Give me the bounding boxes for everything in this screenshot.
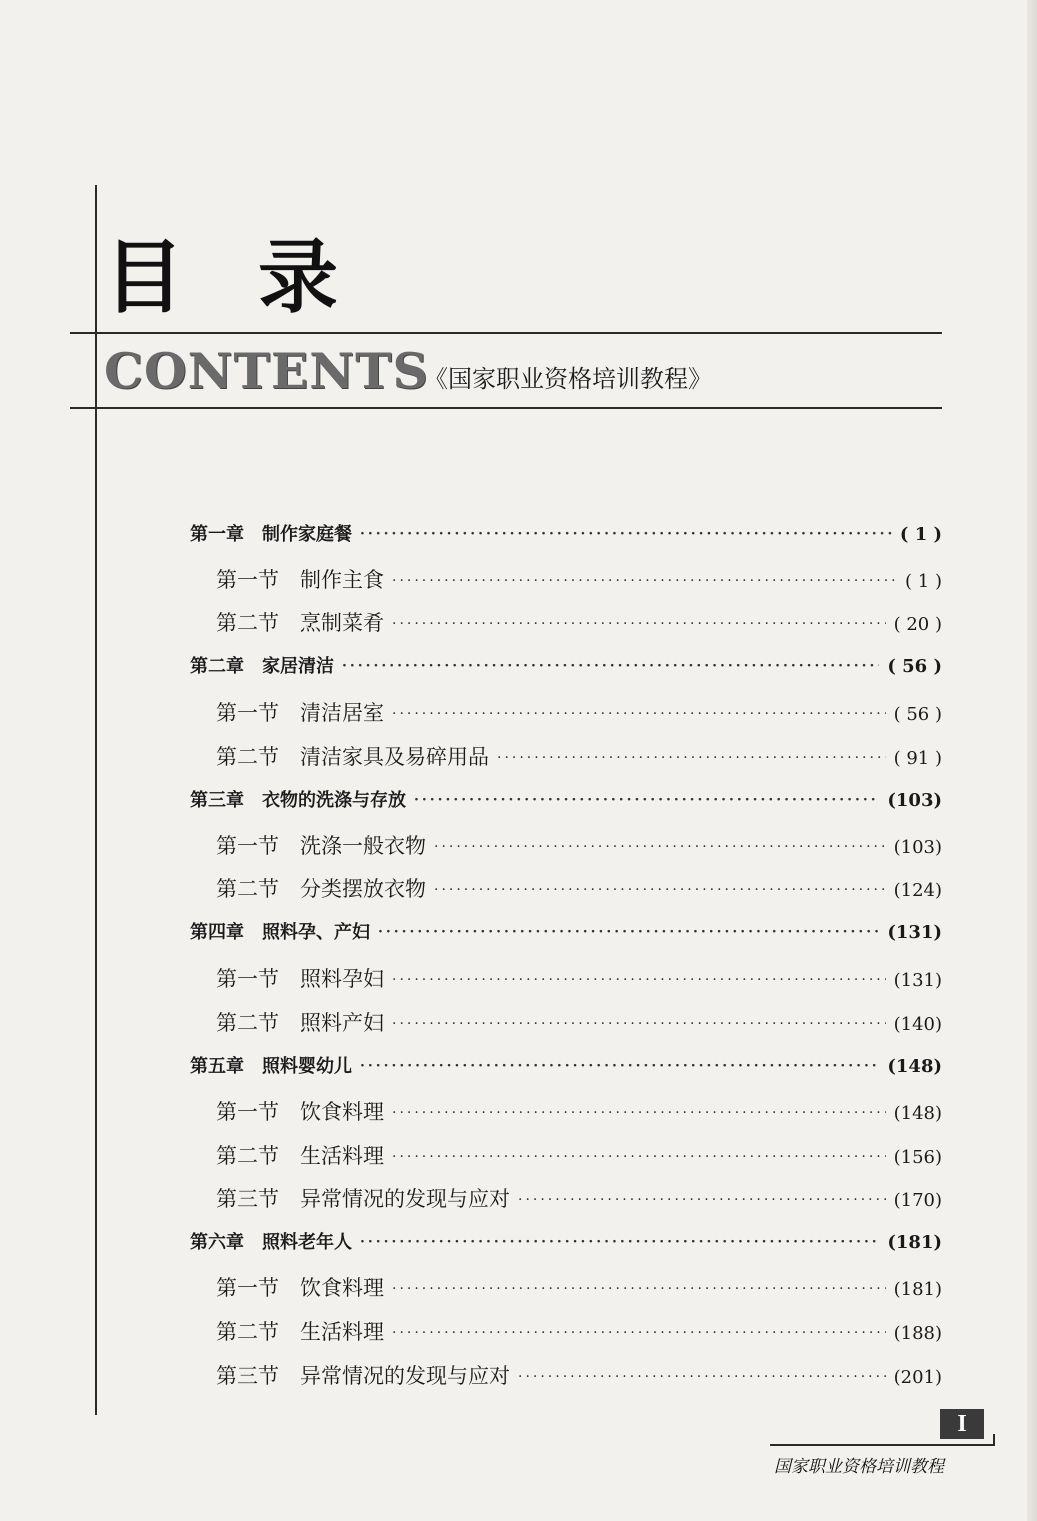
toc-section-row xyxy=(216,564,942,594)
toc-section-row xyxy=(216,1096,942,1126)
toc-section-row xyxy=(216,1183,942,1213)
toc-leader-dots xyxy=(392,972,886,988)
toc-leader-dots xyxy=(392,706,886,722)
toc-leader-dots xyxy=(392,616,886,632)
toc-section-label: 第二节 生活料理 xyxy=(216,1144,384,1168)
toc-page-number: ( 1 ) xyxy=(899,524,942,545)
footer-book-title: 国家职业资格培训教程 xyxy=(774,1457,944,1477)
toc-chapter-row xyxy=(190,652,942,678)
toc-chapter-label: 第二章 家居清洁 xyxy=(190,656,334,677)
toc-leader-dots xyxy=(360,1234,879,1250)
page-edge-shadow xyxy=(1027,0,1037,1521)
toc-leader-dots xyxy=(378,924,879,940)
toc-page-number: (156) xyxy=(893,1147,942,1168)
toc-chapter-label: 第一章 制作家庭餐 xyxy=(190,524,352,545)
header-bottom-rule xyxy=(70,407,942,409)
toc-section-label: 第三节 异常情况的发现与应对 xyxy=(216,1364,510,1388)
toc-section-label: 第一节 制作主食 xyxy=(216,568,384,592)
toc-page-number: (140) xyxy=(893,1014,942,1035)
contents-heading: CONTENTS xyxy=(104,342,429,400)
toc-section-label: 第二节 分类摆放衣物 xyxy=(216,877,426,901)
toc-section-row xyxy=(216,830,942,860)
toc-section-row xyxy=(216,1316,942,1346)
toc-section-row xyxy=(216,741,942,771)
toc-page-number: (131) xyxy=(887,922,942,943)
footer-rule xyxy=(770,1444,995,1446)
toc-section-label: 第三节 异常情况的发现与应对 xyxy=(216,1187,510,1211)
toc-page-number: (148) xyxy=(893,1103,942,1124)
toc-leader-dots xyxy=(414,792,879,808)
toc-page-number: (131) xyxy=(893,970,942,991)
toc-section-label: 第二节 清洁家具及易碎用品 xyxy=(216,745,489,769)
toc-section-label: 第一节 洗涤一般衣物 xyxy=(216,834,426,858)
toc-section-row xyxy=(216,607,942,637)
toc-page-number: (181) xyxy=(887,1232,942,1253)
toc-section-row xyxy=(216,1140,942,1170)
page-title-char-1: 目 xyxy=(104,231,184,324)
footer-rule-tick xyxy=(993,1434,995,1446)
left-vertical-rule xyxy=(95,185,97,1415)
toc-leader-dots xyxy=(392,1016,886,1032)
toc-chapter-label: 第四章 照料孕、产妇 xyxy=(190,922,370,943)
toc-page-number: (103) xyxy=(887,790,942,811)
toc-section-label: 第一节 饮食料理 xyxy=(216,1100,384,1124)
toc-page-number: ( 56 ) xyxy=(893,704,942,725)
toc-page-number: (103) xyxy=(893,837,942,858)
toc-page-number: (124) xyxy=(893,880,942,901)
toc-chapter-label: 第五章 照料婴幼儿 xyxy=(190,1056,352,1077)
toc-leader-dots xyxy=(518,1192,886,1208)
toc-section-row xyxy=(216,1272,942,1302)
toc-leader-dots xyxy=(497,750,886,766)
toc-chapter-row xyxy=(190,1228,942,1254)
toc-page-number: ( 91 ) xyxy=(893,748,942,769)
toc-chapter-label: 第三章 衣物的洗涤与存放 xyxy=(190,790,406,811)
toc-page-number: (170) xyxy=(893,1190,942,1211)
toc-chapter-row xyxy=(190,786,942,812)
toc-section-row xyxy=(216,697,942,727)
toc-section-label: 第一节 饮食料理 xyxy=(216,1276,384,1300)
toc-leader-dots xyxy=(392,573,897,589)
toc-leader-dots xyxy=(434,882,886,898)
toc-page-number: (201) xyxy=(893,1367,942,1388)
toc-section-label: 第一节 照料孕妇 xyxy=(216,967,384,991)
toc-section-label: 第二节 生活料理 xyxy=(216,1320,384,1344)
toc-leader-dots xyxy=(392,1325,886,1341)
toc-leader-dots xyxy=(434,839,886,855)
toc-page-number: ( 56 ) xyxy=(887,656,942,677)
toc-page-number: (181) xyxy=(893,1279,942,1300)
page-number-badge: I xyxy=(940,1409,984,1439)
toc-chapter-row xyxy=(190,520,942,546)
toc-section-label: 第二节 烹制菜肴 xyxy=(216,611,384,635)
toc-leader-dots xyxy=(392,1281,886,1297)
toc-leader-dots xyxy=(360,1058,879,1074)
toc-chapter-row xyxy=(190,918,942,944)
toc-section-label: 第二节 照料产妇 xyxy=(216,1011,384,1035)
toc-leader-dots xyxy=(360,526,892,542)
toc-section-label: 第一节 清洁居室 xyxy=(216,701,384,725)
toc-page-number: ( 20 ) xyxy=(893,614,942,635)
toc-chapter-row xyxy=(190,1052,942,1078)
toc-leader-dots xyxy=(518,1369,886,1385)
toc-section-row xyxy=(216,963,942,993)
toc-leader-dots xyxy=(392,1149,886,1165)
page-title-char-2: 录 xyxy=(258,231,338,324)
series-title: 《国家职业资格培训教程》 xyxy=(424,365,712,393)
toc-page-number: ( 1 ) xyxy=(905,571,942,592)
toc-section-row xyxy=(216,873,942,903)
toc-chapter-label: 第六章 照料老年人 xyxy=(190,1232,352,1253)
header-top-rule xyxy=(70,332,942,334)
toc-leader-dots xyxy=(392,1105,886,1121)
toc-leader-dots xyxy=(342,658,879,674)
toc-page-number: (188) xyxy=(893,1323,942,1344)
toc-section-row xyxy=(216,1007,942,1037)
toc-page-number: (148) xyxy=(887,1056,942,1077)
toc-section-row xyxy=(216,1360,942,1390)
